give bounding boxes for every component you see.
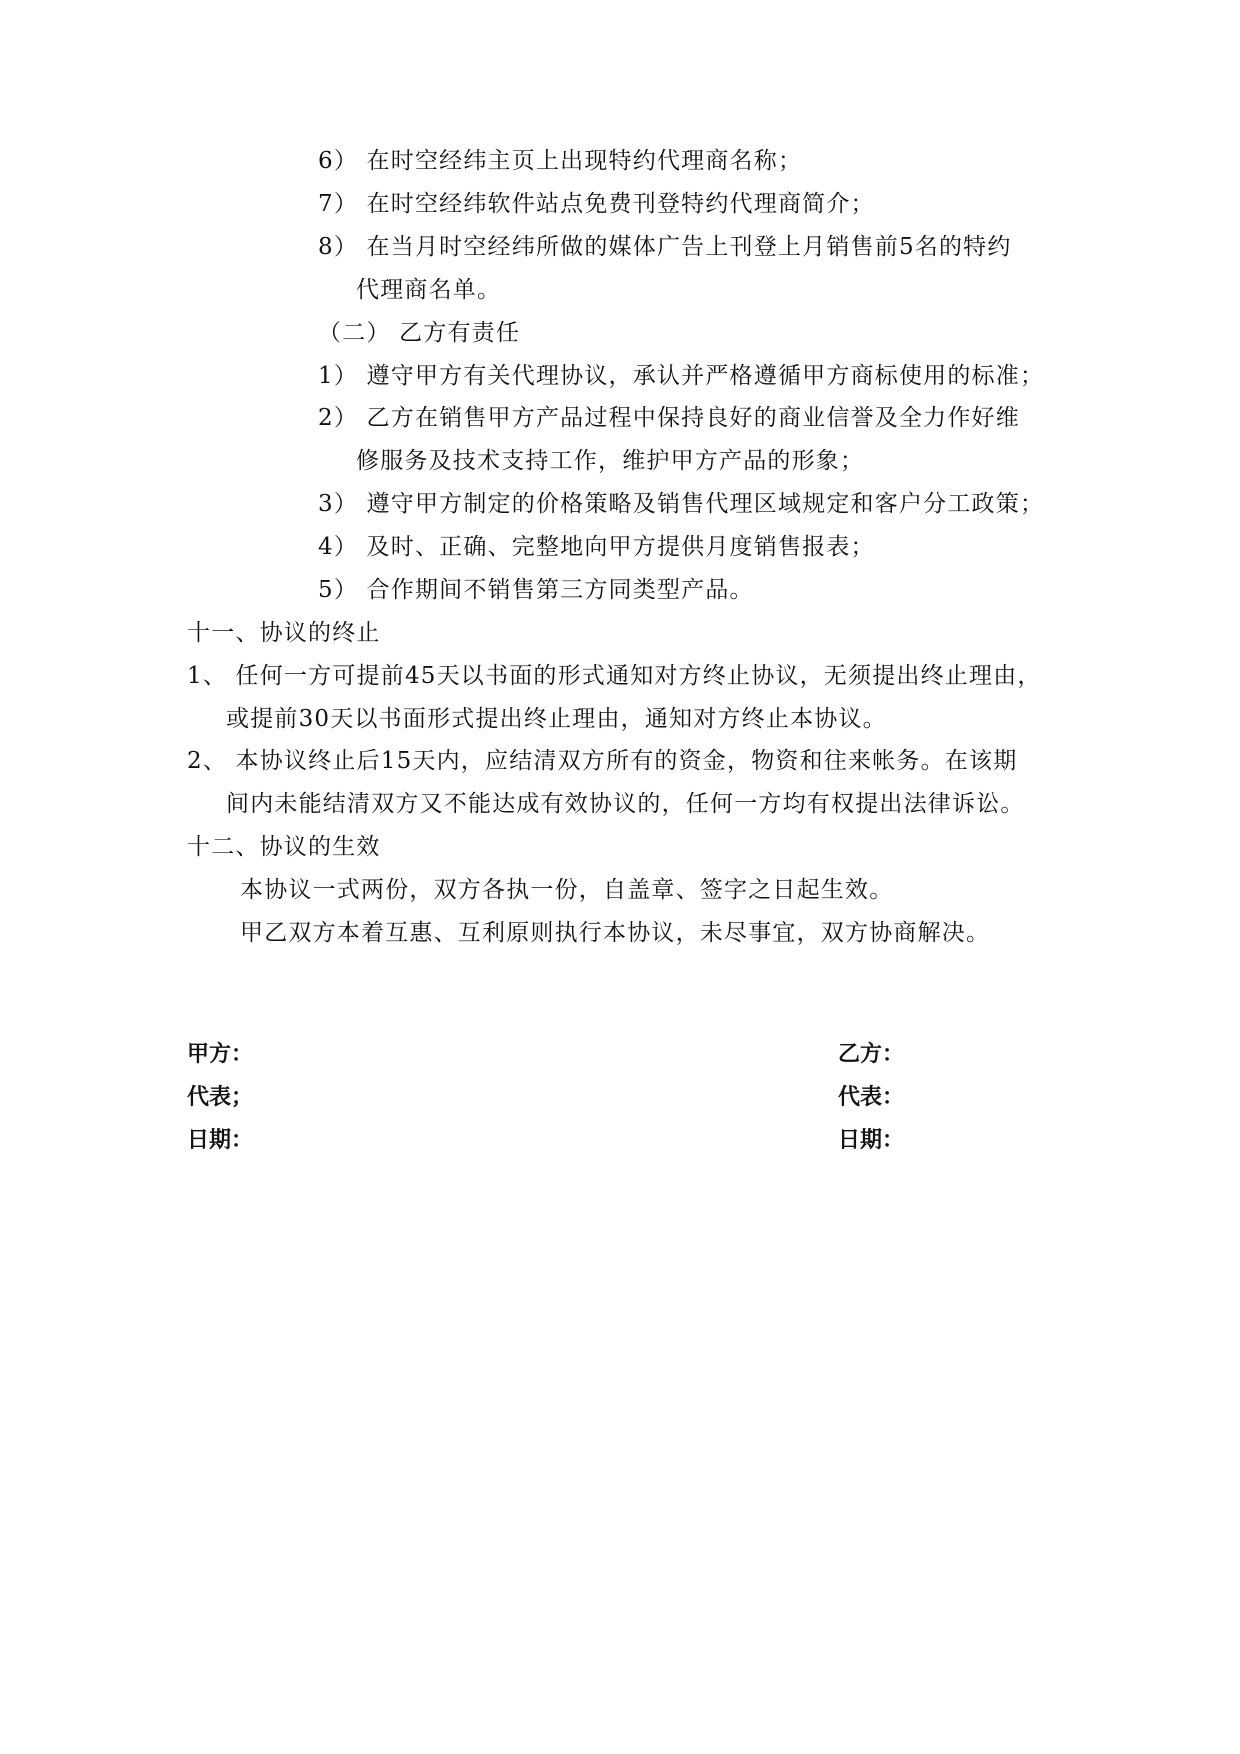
party-a-date: 日期：	[187, 1128, 254, 1153]
paragraph-continuation: 或提前30天以书面形式提出终止理由，通知对方终止本协议。	[226, 706, 887, 732]
list-item: 6） 在时空经纬主页上出现特约代理商名称；	[318, 148, 803, 174]
party-b-date: 日期：	[838, 1128, 905, 1153]
party-a-label: 甲方：	[187, 1042, 254, 1067]
paragraph: 1、 任何一方可提前45天以书面的形式通知对方终止协议，无须提出终止理由，	[187, 663, 1042, 689]
list-item: 1） 遵守甲方有关代理协议，承认并严格遵循甲方商标使用的标准；	[318, 363, 1045, 389]
paragraph: 2、 本协议终止后15天内，应结清双方所有的资金，物资和往来帐务。在该期	[187, 748, 1018, 774]
party-b-representative: 代表：	[838, 1085, 905, 1110]
section-heading: 十二、协议的生效	[187, 834, 381, 860]
list-item: 7） 在时空经纬软件站点免费刊登特约代理商简介；	[318, 191, 875, 217]
subsection-heading: （二） 乙方有责任	[318, 320, 521, 346]
paragraph: 甲乙双方本着互惠、互利原则执行本协议，未尽事宜，双方协商解决。	[240, 920, 991, 946]
list-item: 5） 合作期间不销售第三方同类型产品。	[318, 577, 754, 603]
list-item-continuation: 代理商名单。	[356, 277, 502, 303]
party-a-representative: 代表；	[187, 1085, 254, 1110]
list-item-continuation: 修服务及技术支持工作，维护甲方产品的形象；	[356, 448, 865, 474]
list-item: 3） 遵守甲方制定的价格策略及销售代理区域规定和客户分工政策；	[318, 491, 1045, 517]
paragraph-continuation: 间内未能结清双方又不能达成有效协议的，任何一方均有权提出法律诉讼。	[226, 791, 1025, 817]
section-heading: 十一、协议的终止	[187, 620, 381, 646]
list-item: 8） 在当月时空经纬所做的媒体广告上刊登上月销售前5名的特约	[318, 234, 1012, 260]
paragraph: 本协议一式两份，双方各执一份，自盖章、签字之日起生效。	[240, 877, 894, 903]
list-item: 2） 乙方在销售甲方产品过程中保持良好的商业信誉及全力作好维	[318, 405, 1020, 431]
party-b-label: 乙方：	[838, 1042, 905, 1067]
list-item: 4） 及时、正确、完整地向甲方提供月度销售报表；	[318, 534, 875, 560]
